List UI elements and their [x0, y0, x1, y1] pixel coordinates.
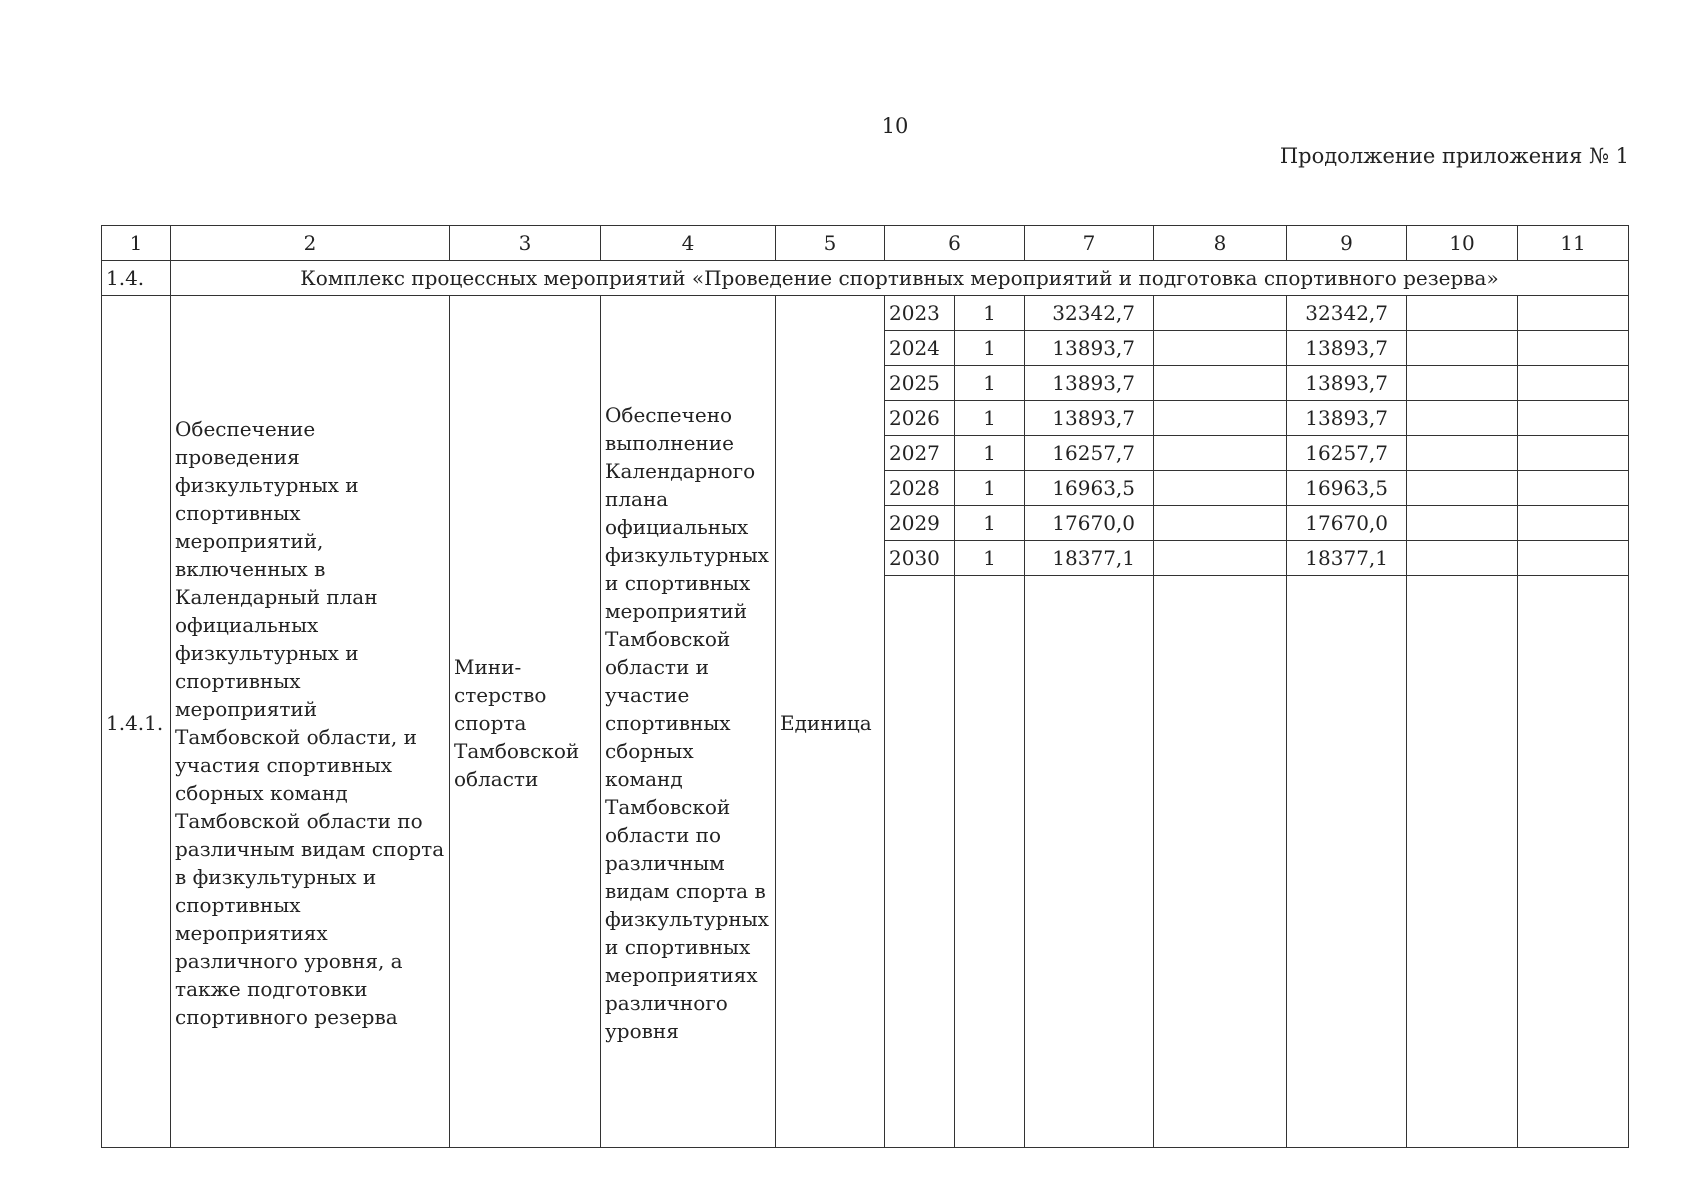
col8-cell: [1154, 436, 1287, 471]
col11-cell: [1518, 401, 1629, 436]
year-cell: 2027: [885, 436, 955, 471]
section-title: Комплекс процессных мероприятий «Проведение спортивных мероприятий и подготовка спортивного резерва»: [171, 261, 1629, 296]
year-cell: 2025: [885, 366, 955, 401]
col9-cell: 13893,7: [1287, 401, 1407, 436]
value-cell: 1: [955, 401, 1025, 436]
col10-cell: [1407, 541, 1518, 576]
empty-cell: [955, 576, 1025, 1148]
col7-cell: 17670,0: [1025, 506, 1154, 541]
col11-cell: [1518, 331, 1629, 366]
column-number: 8: [1154, 226, 1287, 261]
col7-cell: 32342,7: [1025, 296, 1154, 331]
empty-cell: [885, 576, 955, 1148]
column-number: 2: [171, 226, 450, 261]
col9-cell: 32342,7: [1287, 296, 1407, 331]
item-responsible: Мини-стерство спорта Тамбовской области: [450, 296, 601, 1148]
col7-cell: 18377,1: [1025, 541, 1154, 576]
column-number-row: [102, 226, 1629, 261]
column-number: 9: [1287, 226, 1407, 261]
value-cell: 1: [955, 471, 1025, 506]
column-number: 7: [1025, 226, 1154, 261]
value-cell: 1: [955, 366, 1025, 401]
empty-cell: [1407, 576, 1518, 1148]
section-row: [102, 261, 1629, 296]
value-cell: 1: [955, 541, 1025, 576]
column-number: 10: [1407, 226, 1518, 261]
section-code: 1.4.: [102, 261, 171, 296]
col8-cell: [1154, 401, 1287, 436]
col10-cell: [1407, 506, 1518, 541]
item-result: Обеспечено выполнение Календарного плана официальных физкультурных и спортивных мероприятий Тамбовской области и участие спортивных сборных команд Тамбовской области по различным видам спорта в физкультурных и спортивных мероприятиях различного уровня: [601, 296, 776, 1148]
value-cell: 1: [955, 436, 1025, 471]
year-cell: 2024: [885, 331, 955, 366]
col9-cell: 13893,7: [1287, 331, 1407, 366]
column-number: 1: [102, 226, 171, 261]
value-cell: 1: [955, 296, 1025, 331]
col10-cell: [1407, 401, 1518, 436]
col7-cell: 13893,7: [1025, 366, 1154, 401]
col8-cell: [1154, 541, 1287, 576]
page-number: 10: [881, 114, 909, 138]
item-description: Обеспечение проведения физкультурных и спортивных мероприятий, включенных в Календарный план официальных физкультурных и спортивных мероприятий Тамбовской области, и участия спортивных сборных команд Тамбовской области по различным видам спорта в физкультурных и спортивных мероприятиях различного уровня, а также подготовки спортивного резерва: [171, 296, 450, 1148]
col11-cell: [1518, 366, 1629, 401]
col10-cell: [1407, 471, 1518, 506]
col9-cell: 13893,7: [1287, 366, 1407, 401]
col10-cell: [1407, 296, 1518, 331]
col10-cell: [1407, 331, 1518, 366]
year-cell: 2028: [885, 471, 955, 506]
col11-cell: [1518, 506, 1629, 541]
value-cell: 1: [955, 506, 1025, 541]
col8-cell: [1154, 506, 1287, 541]
col7-cell: 16963,5: [1025, 471, 1154, 506]
year-cell: 2029: [885, 506, 955, 541]
column-number: 4: [601, 226, 776, 261]
empty-cell: [1154, 576, 1287, 1148]
column-number: 6: [885, 226, 1025, 261]
col11-cell: [1518, 436, 1629, 471]
item-unit: Единица: [776, 296, 885, 1148]
column-number: 11: [1518, 226, 1629, 261]
appendix-note: Продолжение приложения № 1: [1279, 144, 1629, 168]
year-cell: 2026: [885, 401, 955, 436]
empty-cell: [1287, 576, 1407, 1148]
value-cell: 1: [955, 331, 1025, 366]
col8-cell: [1154, 471, 1287, 506]
col9-cell: 18377,1: [1287, 541, 1407, 576]
col11-cell: [1518, 296, 1629, 331]
col9-cell: 16963,5: [1287, 471, 1407, 506]
column-number: 3: [450, 226, 601, 261]
program-table: [101, 225, 1629, 1148]
col8-cell: [1154, 331, 1287, 366]
col11-cell: [1518, 471, 1629, 506]
col9-cell: 17670,0: [1287, 506, 1407, 541]
empty-cell: [1518, 576, 1629, 1148]
item-code: 1.4.1.: [102, 296, 171, 1148]
year-row: [102, 296, 1629, 331]
col8-cell: [1154, 366, 1287, 401]
col7-cell: 16257,7: [1025, 436, 1154, 471]
col8-cell: [1154, 296, 1287, 331]
col7-cell: 13893,7: [1025, 331, 1154, 366]
year-cell: 2023: [885, 296, 955, 331]
column-number: 5: [776, 226, 885, 261]
year-cell: 2030: [885, 541, 955, 576]
col9-cell: 16257,7: [1287, 436, 1407, 471]
col11-cell: [1518, 541, 1629, 576]
empty-cell: [1025, 576, 1154, 1148]
col10-cell: [1407, 436, 1518, 471]
col7-cell: 13893,7: [1025, 401, 1154, 436]
col10-cell: [1407, 366, 1518, 401]
